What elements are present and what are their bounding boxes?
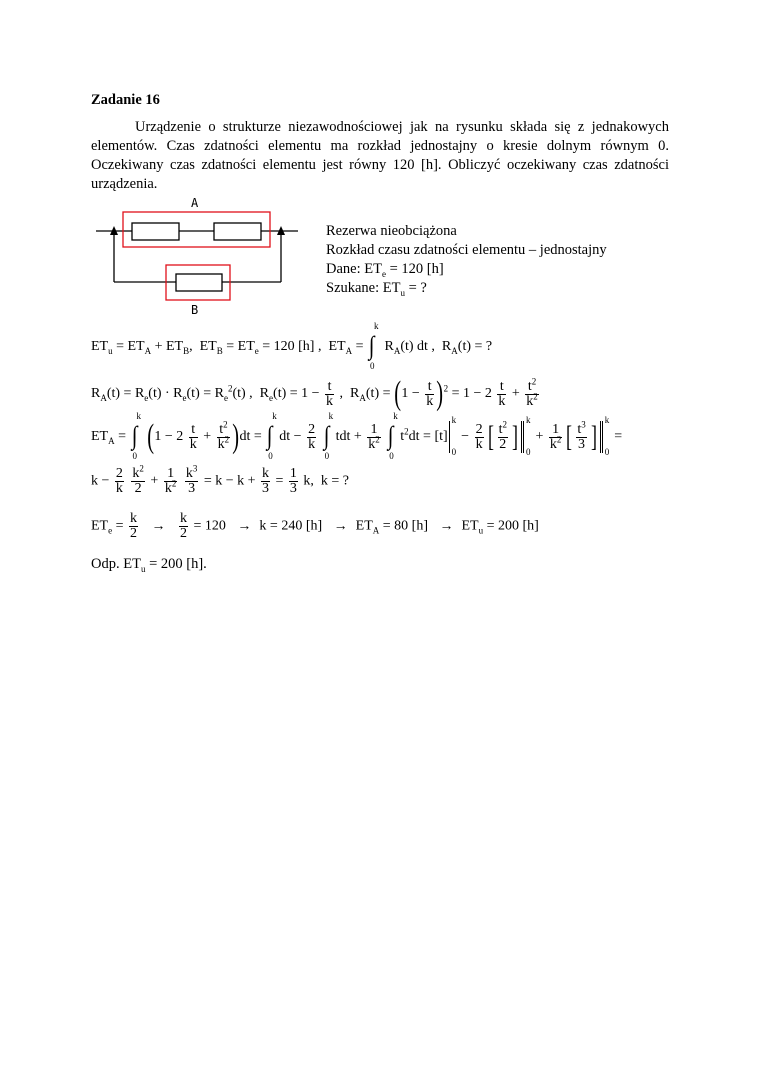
reliability-diagram: [90, 192, 310, 322]
equation-3: $ET_A$ = ∫ k 0 (1 − 2 $\frac{t}{k}$ + $\frac{t^2}{k^2}$ )dt = ∫ k 0 dt − $\frac{2}{k}$ ∫ k 0 tdt + $\frac{1}{k^2}$ ∫ k 0 $t^2dt = [t]$ k 0 − $\frac{2}{k}$ [ $\frac{t^2}{2}$ ] k 0 + $\frac{1}{k^2}$ [ $\frac{t^3}{3}$ ] k 0 =: [91, 411, 623, 461]
equation-2: $R_A(t) = R_e(t) \cdot R_e(t) = R_e^2(t)$ , $R_e(t) = 1$ − $\frac{t}{k}$ , $R_A(t) = (1$ − $\frac{t}{k}$ )$^2$ = 1 − 2 $\frac{t}{k}$ + $\frac{t^2}{k^2}$: [91, 375, 538, 412]
task-statement: Urządzenie o strukturze niezawodnościowej jak na rysunku składa się z jednakowych elementów. Czas zdatności elementu ma rozkład jednostajny o kresie dolnym równym 0. Oczekiwany czas zdatności elementu jest równy 120 [h]. Obliczyć oczekiwany czas zdatności urządzenia.: [91, 119, 669, 192]
equation-5: $ET_e$ = $\frac{k}{2}$ → $\frac{k}{2}$ = 120 → k = 240 $[h] \to ET_A = 80$ $[h] \to ET_u = 200$ [h]: [91, 511, 539, 541]
label-b: B: [191, 303, 199, 317]
side-line-1: Rezerwa nieobciążona: [326, 223, 457, 239]
answer: Odp. $ET_u = 200$ [h].: [91, 556, 207, 574]
element-a2: [214, 223, 261, 240]
element-a1: [132, 223, 179, 240]
highlight-a: [123, 212, 270, 247]
side-given: Dane: $ET_e = 120$ [h]: [326, 261, 444, 279]
task-title: Zadanie 16: [91, 92, 160, 108]
equation-4: k − $\frac{2}{k}$ $\frac{k^2}{2}$ + $\frac{1}{k^2}$ $\frac{k^3}{3}$ = k − k + $\frac{k}{3}$ = $\frac{1}{3}$ k, k = ?: [91, 463, 350, 496]
label-a: A: [191, 196, 199, 210]
side-line-2: Rozkład czasu zdatności elementu – jednostajny: [326, 242, 607, 258]
side-sought: Szukane: $ET_u$ = ?: [326, 280, 427, 298]
equation-1: $ET_u = ET_A + ET_B$, $ET_B = ET_e = 120$ [h] , $ET_A$ = ∫ k 0 $R_A(t)$ dt , $R_A(t)$ = ?: [91, 321, 493, 371]
element-b: [176, 274, 222, 291]
